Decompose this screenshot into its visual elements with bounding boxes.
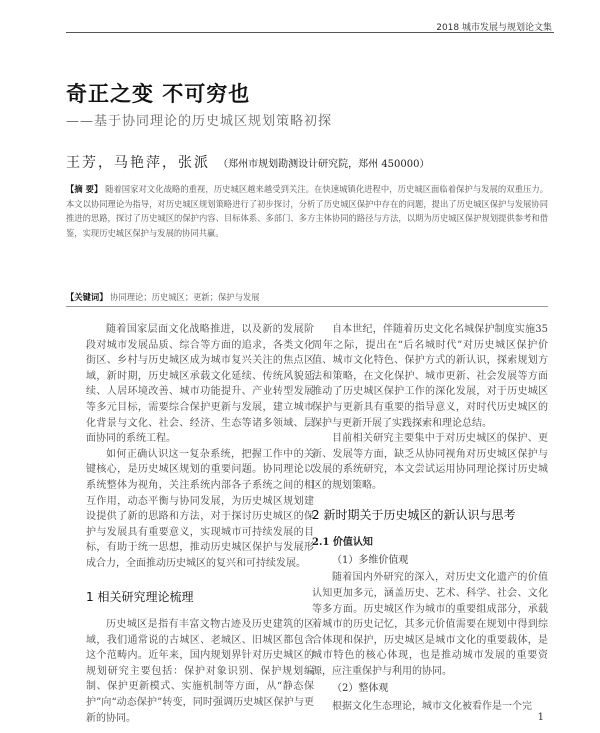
abstract-text: 随着国家对文化战略的重视，历史城区越来越受到关注。在快速城镇化进程中，历史城区面临着保护与发展的双重压力。本文以协同理论为指导，对历史城区规划策略进行了初步探讨，分析了历史城区保护中存在的问题，提出了历史城区保护与发展协同推进的思路，探讨了历史城区的保护内容、目标体系、多部门、多方主体协同的路径与方法，以期为历史城区保护规划提供参考和借鉴，实现历史城区保护与发展的协同共赢。 bbox=[66, 184, 548, 238]
subsection-item-2: （2）整体观 bbox=[332, 683, 389, 695]
paragraph: 自本世纪，伴随着历史文化名城保护制度实施35周年之际，提出在“后名城时代”对历史城区保护价值、城市文化特色、保护方式的新认识，探索规划方法和策略，在文化保护、城市更新、社会发展等方面推动了历史城区保护工作的深化发展，对于历史城区保护与更新具有重要的指导意义，对时代历史城区的保护与更新开展了实践探索和理论总结。 bbox=[312, 324, 548, 429]
paragraph: 根据文化生态理论，城市文化被看作是一个完 bbox=[332, 701, 532, 713]
paragraph: 历史城区是指有丰富文物古迹及历史建筑的区域，我们通常说的古城区、老城区、旧城区都包含这个范畴内。近年来，国内规划界针对历史城区的规划研究主要包括：保护对象识别、保护规划编制、保护更新模式、实施机制等方面，从“静态保护”向“动态保护”转变，同时强调历史城区保护与更新的协同。 bbox=[86, 619, 314, 724]
paragraph: 随着国家层面文化战略推进，以及新的发展阶段对城市发展品质、综合等方面的追求，各类文化街区、乡村与历史城区成为城市复兴关注的焦点区域，新时期，历史城区承载文化延续、传统风貌延续、人居环境改善、城市功能提升、产业转型发展等多元目标，需要综合保护更新与发展，建立城市化背景与文化、社会、经济、生态等诸多领域、层面协同的系统工程。 bbox=[86, 324, 314, 445]
paper-subtitle: ——基于协同理论的历史城区规划策略初探 bbox=[66, 114, 333, 129]
left-column bbox=[86, 322, 314, 726]
author-affiliation: （郑州市规划勘测设计研究院，郑州 450000） bbox=[218, 159, 430, 170]
paper-title: 奇正之变 不可穷也 bbox=[66, 82, 251, 106]
paragraph: 如何正确认识这一复杂系统，把握工作中的关键核心，是历史城区规划的重要问题。协同理论以系统整体为视角，关注系统内部各子系统之间的相互作用，动态平衡与协同发展，为历史城区规划建设提供了新的思路和方法，对于探讨历史城区的保护与发展具有重要意义，实现城市可持续发展的目标，有助于统一思想，推动历史城区保护与发展形成合力，全面推动历史城区的复兴和可持续发展。 bbox=[86, 448, 314, 569]
abstract bbox=[66, 182, 548, 240]
subsection-item-1: （1）多维价值观 bbox=[332, 554, 409, 566]
section-heading-2: 2 新时期关于历史城区的新认识与思考 bbox=[312, 507, 516, 522]
keywords-rule bbox=[66, 306, 548, 307]
subsection-heading-2-1: 2.1 价值认知 bbox=[312, 537, 373, 549]
paragraph: 随着国内外研究的深入，对历史文化遗产的价值认知更加多元，涵盖历史、艺术、科学、社会、文化等多方面。历史城区作为城市的重要组成部分，承载着城市的历史记忆，其多元价值需要在规划中得到综合体现和保护，历史城区是城市文化的重要载体，是城市特色的核心体现，也是推动城市发展的重要资源，应注重保护与利用的协同。 bbox=[312, 572, 548, 677]
section-heading-1: 1 相关研究理论梳理 bbox=[86, 589, 194, 604]
keywords-text: 协同理论；历史城区；更新；保护与发展 bbox=[110, 292, 260, 302]
keywords-label: 【关键词】 bbox=[66, 292, 108, 302]
abstract-label: 【摘 要】 bbox=[66, 184, 103, 194]
header-rule bbox=[66, 32, 554, 33]
keywords bbox=[66, 291, 548, 303]
right-column bbox=[312, 322, 548, 715]
author-line bbox=[66, 152, 430, 172]
journal-header: 2018 城市发展与规划论文集 bbox=[436, 23, 552, 33]
author-names: 王芳，马艳萍，张派 bbox=[66, 155, 210, 171]
page-number: 1 bbox=[537, 712, 544, 723]
paragraph: 目前相关研究主要集中于对历史城区的保护、更新、发展等方面，缺乏从协同视角对历史城区保护与发展的系统研究，本文尝试运用协同理论探讨历史城区的规划策略。 bbox=[312, 433, 548, 491]
